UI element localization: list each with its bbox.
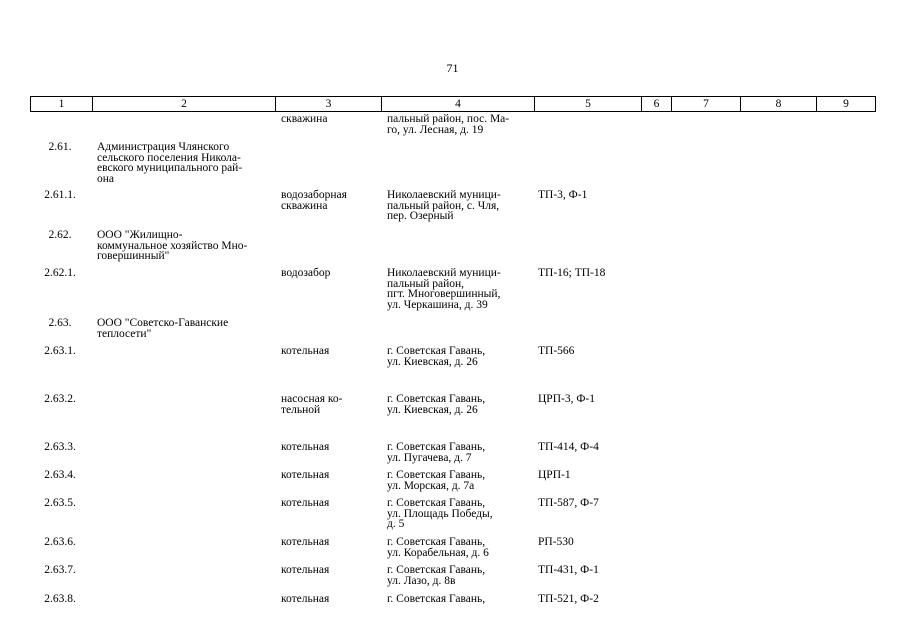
row-object-type: котельная [281, 497, 330, 509]
row-substation: ТП-414, Ф-4 [538, 441, 599, 453]
row-number: 2.63.5. [44, 497, 76, 509]
row-substation: ТП-3, Ф-1 [538, 189, 588, 201]
row-address: г. Советская Гавань, ул. Лазо, д. 8в [387, 564, 486, 587]
row-object-type: котельная [281, 469, 330, 481]
row-substation: ТП-431, Ф-1 [538, 564, 599, 576]
row-substation: РП-530 [538, 536, 574, 548]
row-number: 2.63.4. [44, 469, 76, 481]
row-object-type: водозаборная скважина [281, 189, 347, 212]
row-address: пальный район, пос. Ма- го, ул. Лесная, д. 19 [387, 113, 510, 136]
column-header-9: 9 [816, 97, 875, 111]
row-address: г. Советская Гавань, ул. Корабельная, д. 6 [387, 536, 489, 559]
page-number: 71 [446, 61, 459, 75]
row-address: г. Советская Гавань, [387, 593, 486, 605]
row-number: 2.63.2. [44, 393, 76, 405]
column-header-3: 3 [275, 97, 381, 111]
row-object-type: котельная [281, 345, 330, 357]
column-header-6: 6 [641, 97, 671, 111]
row-substation: ЦРП-3, Ф-1 [538, 393, 596, 405]
row-object-type: котельная [281, 564, 330, 576]
row-number: 2.62.1. [44, 267, 76, 279]
row-address: г. Советская Гавань, ул. Площадь Победы, д. 5 [387, 497, 493, 530]
row-name: ООО "Советско-Гаванские теплосети" [97, 317, 229, 340]
row-substation: ТП-521, Ф-2 [538, 593, 599, 605]
row-number: 2.61.1. [44, 189, 76, 201]
column-header-2: 2 [92, 97, 275, 111]
row-address: г. Советская Гавань, ул. Киевская, д. 26 [387, 393, 486, 416]
row-substation: ЦРП-1 [538, 469, 571, 481]
row-address: Николаевский муници- пальный район, с. Чля, пер. Озерный [387, 189, 501, 222]
row-object-type: насосная ко- тельной [281, 393, 343, 416]
row-object-type: скважина [281, 113, 328, 125]
row-object-type: котельная [281, 536, 330, 548]
row-number: 2.63.8. [44, 593, 76, 605]
row-substation: ТП-16; ТП-18 [538, 267, 606, 279]
row-address: г. Советская Гавань, ул. Киевская, д. 26 [387, 345, 486, 368]
row-number: 2.63.1. [44, 345, 76, 357]
row-number: 2.63.6. [44, 536, 76, 548]
row-number: 2.63. [48, 317, 72, 329]
row-number: 2.61. [48, 141, 72, 153]
column-header-1: 1 [58, 98, 65, 110]
column-header-7: 7 [671, 97, 740, 111]
column-header-4: 4 [381, 97, 534, 111]
row-number: 2.63.7. [44, 564, 76, 576]
row-address: Николаевский муници- пальный район, пгт. Многовершинный, ул. Черкашина, д. 39 [387, 267, 501, 311]
row-object-type: котельная [281, 593, 330, 605]
row-name: Администрация Члянского сельского поселения Никола- евского муниципального рай- она [97, 141, 243, 185]
table-header [30, 96, 876, 112]
row-object-type: котельная [281, 441, 330, 453]
row-address: г. Советская Гавань, ул. Пугачева, д. 7 [387, 441, 486, 464]
row-address: г. Советская Гавань, ул. Морская, д. 7а [387, 469, 486, 492]
column-header-5: 5 [534, 97, 641, 111]
row-object-type: водозабор [281, 267, 331, 279]
row-substation: ТП-587, Ф-7 [538, 497, 599, 509]
row-number: 2.62. [48, 229, 72, 241]
row-name: ООО "Жилищно- коммунальное хозяйство Мно- говершинный" [97, 229, 248, 262]
column-header-8: 8 [740, 97, 816, 111]
row-number: 2.63.3. [44, 441, 76, 453]
row-substation: ТП-566 [538, 345, 575, 357]
